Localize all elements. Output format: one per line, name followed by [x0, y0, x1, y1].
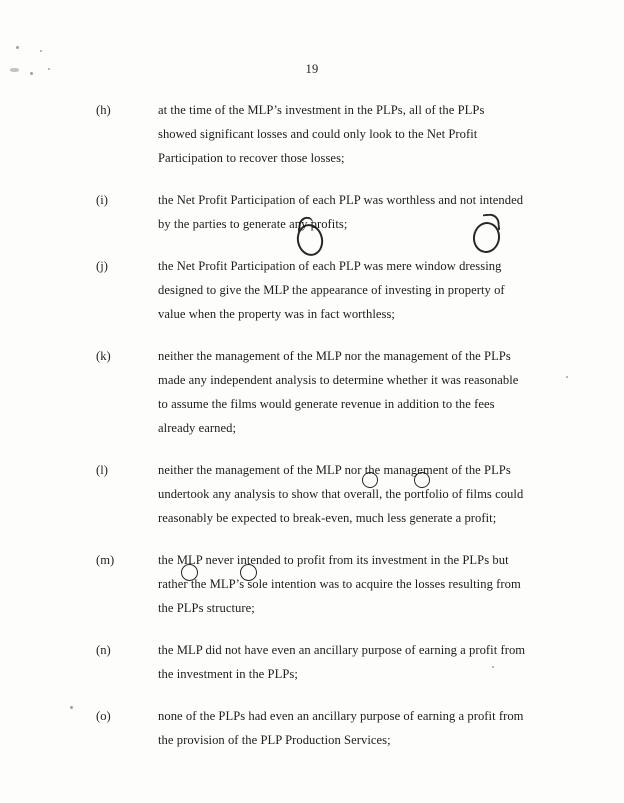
scan-speck — [48, 68, 50, 70]
list-marker: (l) — [96, 463, 108, 477]
list-marker: (k) — [96, 349, 111, 363]
list-item — [96, 254, 526, 326]
list-text: the MLP did not have even an ancillary purpose of earning a profit from the investment in the PLPs; — [158, 643, 526, 681]
list-marker: (n) — [96, 643, 111, 657]
list-text: at the time of the MLP’s investment in the PLPs, all of the PLPs showed significant losses and could only look to the Net Profit Participation to recover those losses; — [158, 103, 485, 165]
list-item — [96, 188, 526, 236]
list-text: neither the management of the MLP nor the management of the PLPs made any independent analysis to determine whether it was reasonable to assume the films would generate revenue in addition to the fees already earned; — [158, 349, 519, 435]
list-marker: (i) — [96, 193, 108, 207]
list-item — [96, 548, 526, 620]
scan-blot — [10, 68, 19, 72]
document-body — [96, 98, 526, 770]
list-text: the MLP never intended to profit from its investment in the PLPs but rather the MLP’s sole intention was to acquire the losses resulting from the PLPs structure; — [158, 553, 521, 615]
list-marker: (h) — [96, 103, 111, 117]
scan-speck — [566, 376, 568, 378]
scan-speck — [492, 666, 494, 668]
page-number: 19 — [305, 62, 319, 76]
list-item — [96, 458, 526, 530]
scan-speck — [30, 72, 33, 75]
list-item — [96, 344, 526, 440]
list-marker: (j) — [96, 259, 108, 273]
scan-speck — [40, 50, 42, 52]
list-marker: (m) — [96, 553, 115, 567]
list-item — [96, 98, 526, 170]
list-item — [96, 704, 526, 752]
list-marker: (o) — [96, 709, 111, 723]
scan-speck — [16, 46, 19, 49]
list-text: the Net Profit Participation of each PLP was mere window dressing designed to give the MLP the appearance of investing in property of value when the property was in fact worthless; — [158, 259, 505, 321]
scan-speck — [70, 706, 73, 709]
list-text: neither the management of the MLP nor the management of the PLPs undertook any analysis to show that overall, the portfolio of films could reasonably be expected to break-even, much less generate a profit; — [158, 463, 524, 525]
list-text: none of the PLPs had even an ancillary purpose of earning a profit from the provision of the PLP Production Services; — [158, 709, 524, 747]
list-item — [96, 638, 526, 686]
list-text: the Net Profit Participation of each PLP was worthless and not intended by the parties to generate any profits; — [158, 193, 524, 231]
